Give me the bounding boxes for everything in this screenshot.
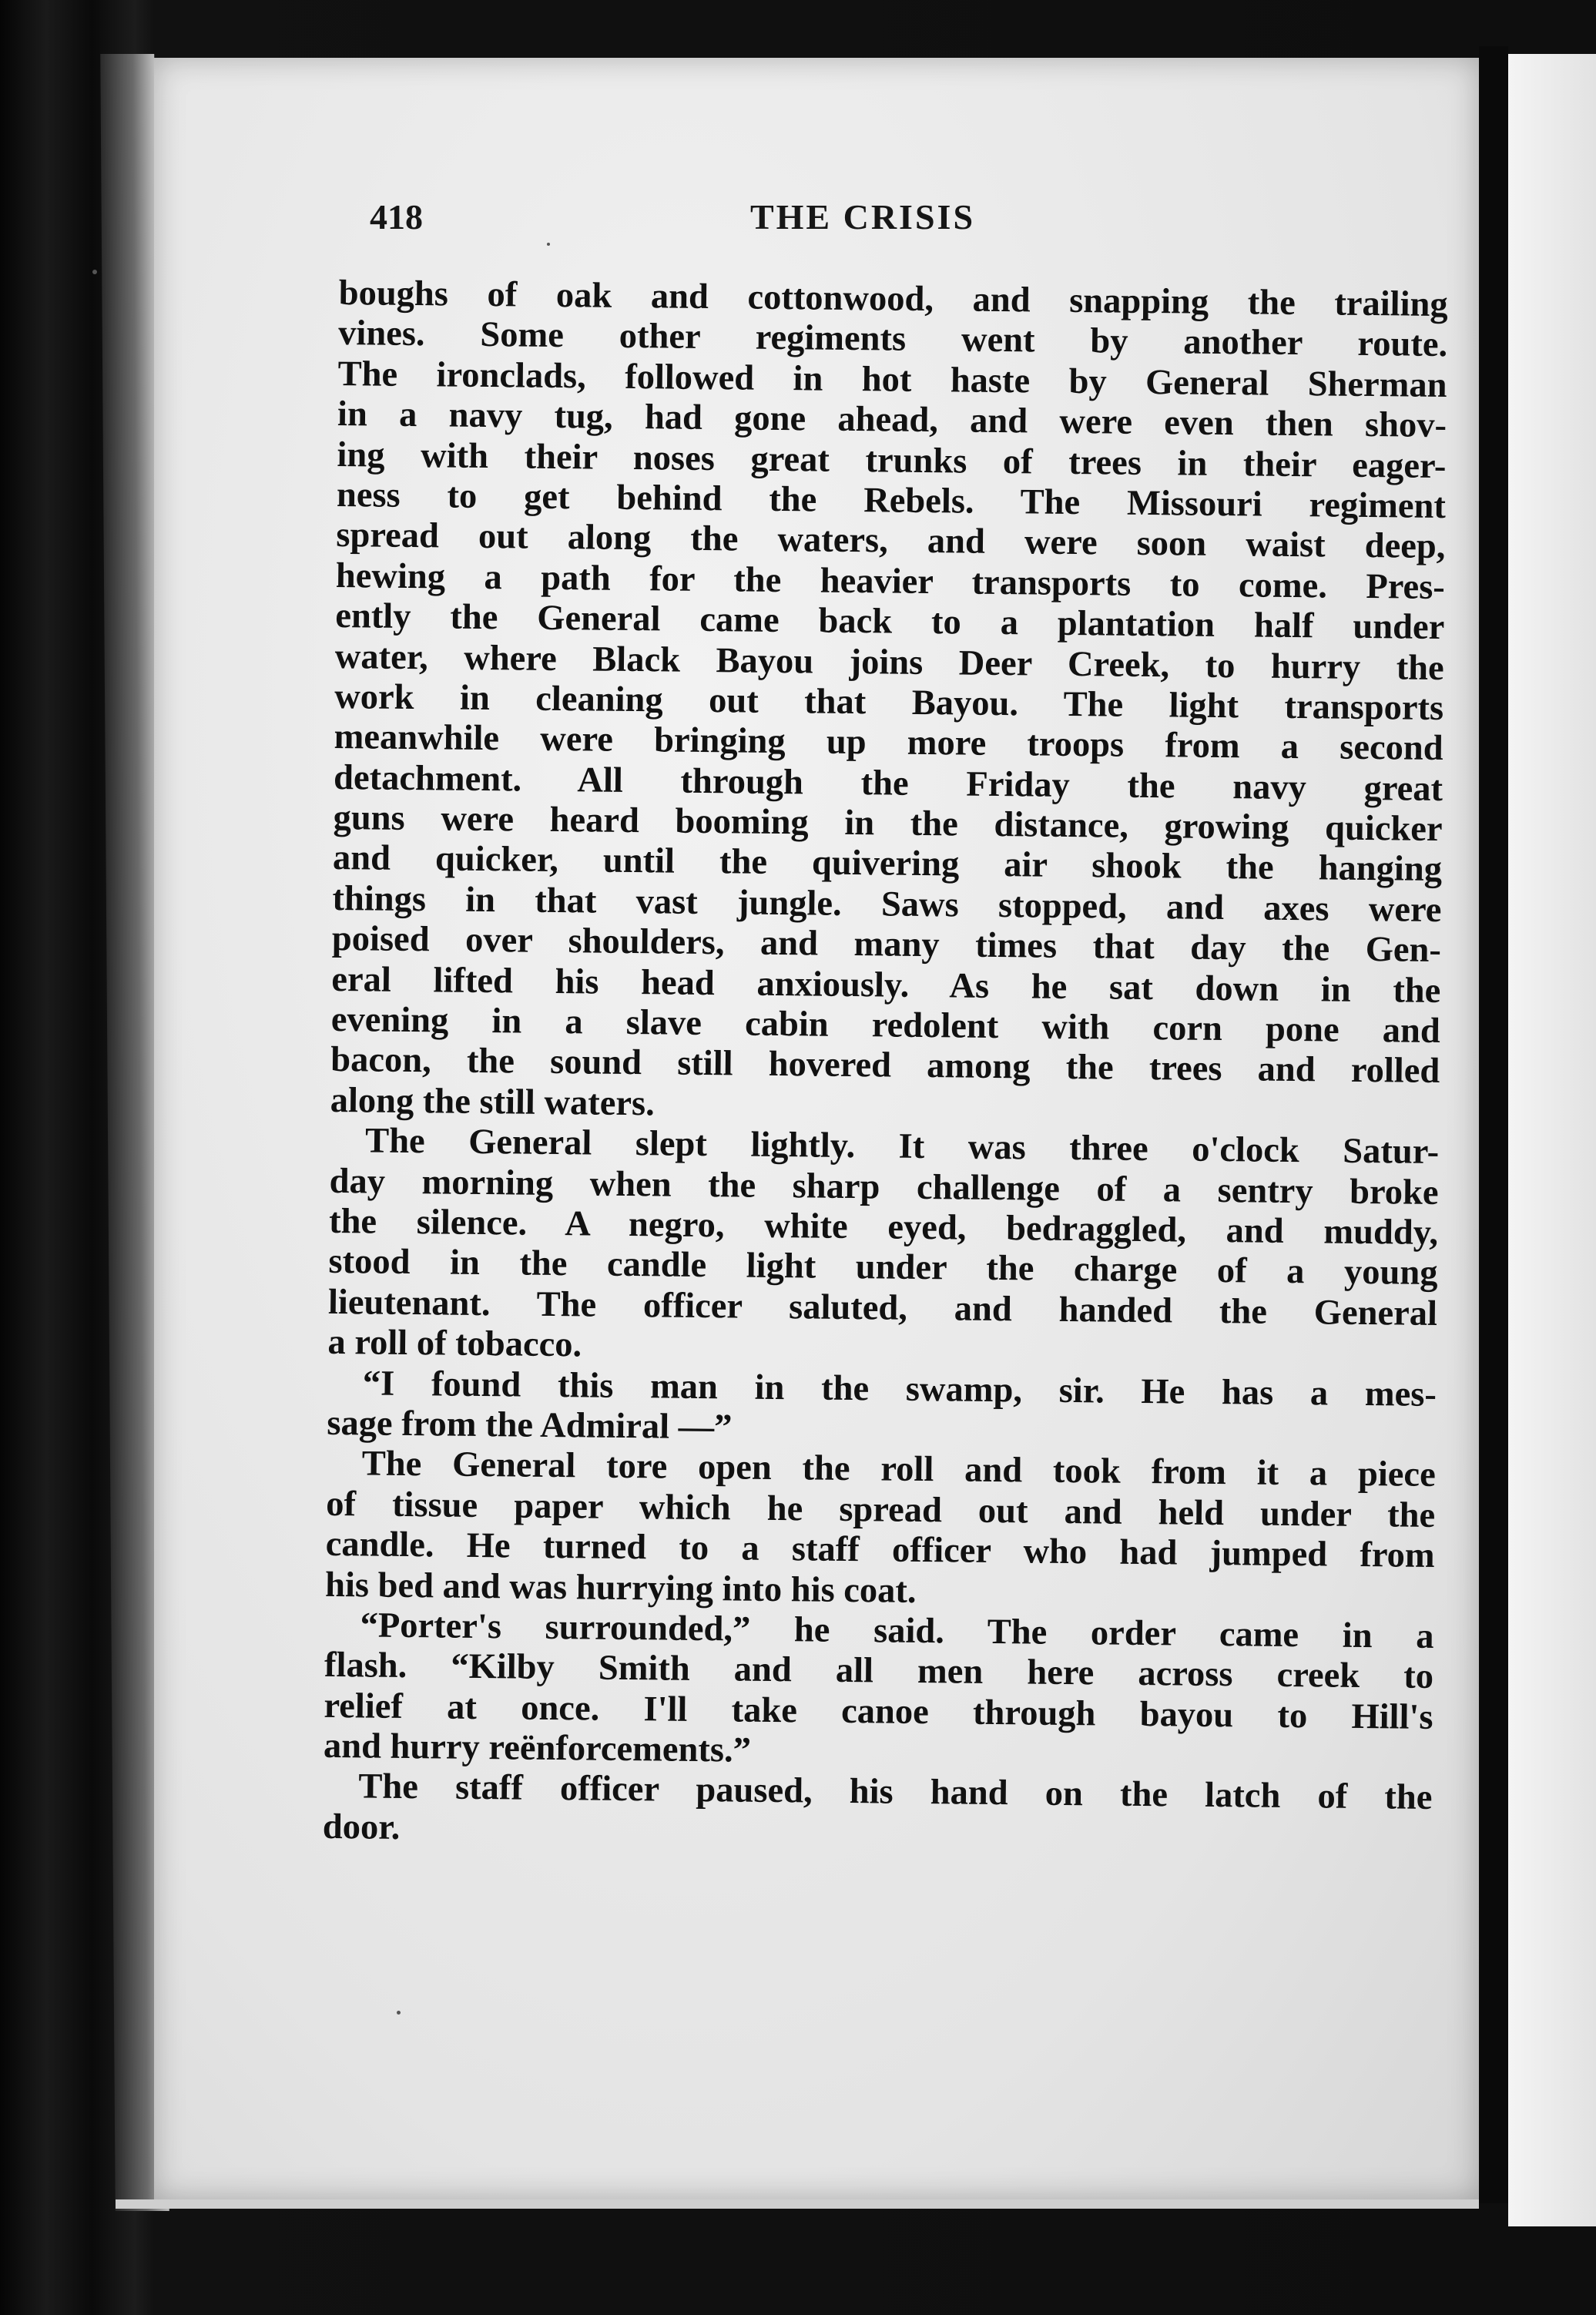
text-line: The ironclads, followed in hot haste by General Sherman	[337, 354, 1447, 405]
scan-speck	[92, 270, 97, 274]
text-line: flash. “Kilby Smith and all men here across creek to	[324, 1646, 1434, 1697]
text-line: a roll of tobacco.	[327, 1323, 582, 1365]
text-line: vines. Some other regiments went by another route.	[337, 314, 1448, 365]
text-line: candle. He turned to a staff officer who had jumped from	[325, 1525, 1435, 1576]
text-line: of tissue paper which he spread out and held under the	[326, 1484, 1436, 1535]
text-line: “Porter's surrounded,” he said. The order came in a	[360, 1605, 1434, 1656]
text-line: evening in a slave cabin redolent with corn pone and	[330, 999, 1441, 1052]
text-line: ently the General came back to a plantation half under	[335, 596, 1445, 648]
text-line: things in that vast jungle. Saws stopped, and axes were	[332, 878, 1442, 930]
text-line: meanwhile were bringing up more troops from a second	[334, 717, 1443, 769]
text-line: ness to get behind the Rebels. The Missouri regiment	[336, 475, 1447, 527]
text-line: The General tore open the roll and took from it a piece	[361, 1444, 1437, 1495]
text-line: poised over shoulders, and many times that day the Gen-	[331, 919, 1442, 971]
text-line: sage from the Admiral —”	[327, 1403, 733, 1448]
binding-gap	[1479, 46, 1508, 2203]
page-header	[370, 196, 1356, 250]
facing-page-edge	[1508, 54, 1596, 2226]
text-line: detachment. All through the Friday the navy great	[333, 757, 1443, 809]
page-bottom-edge	[116, 2199, 1479, 2209]
body-text	[323, 273, 1448, 1859]
page-number: 418	[370, 197, 423, 237]
text-line: and quicker, until the quivering air shook the hanging	[332, 838, 1443, 890]
scan-speck	[397, 2011, 401, 2015]
text-line: The staff officer paused, his hand on the latch of the	[358, 1766, 1433, 1818]
text-line: The General slept lightly. It was three o'clock Satur-	[364, 1121, 1440, 1173]
text-line: boughs of oak and cottonwood, and snapping the trailing	[338, 273, 1448, 325]
text-line: lieutenant. The officer saluted, and handed the General	[327, 1282, 1438, 1334]
running-head: THE CRISIS	[749, 197, 976, 237]
text-line: eral lifted his head anxiously. As he sat down in the	[331, 959, 1441, 1011]
text-line: his bed and was hurrying into his coat.	[324, 1565, 917, 1611]
text-line: hewing a path for the heavier transports to come. Pres-	[335, 555, 1446, 607]
text-line: bacon, the sound still hovered among the trees and rolled	[330, 1040, 1440, 1092]
text-line: and hurry reënforcements.”	[323, 1726, 752, 1770]
text-line: day morning when the sharp challenge of a sentry broke	[329, 1161, 1439, 1213]
text-line: guns were heard booming in the distance, growing quicker	[333, 798, 1443, 850]
text-line: the silence. A negro, white eyed, bedraggled, and muddy,	[328, 1201, 1439, 1253]
text-line: water, where Black Bayou joins Deer Creek, to hurry the	[334, 636, 1444, 688]
text-line: ing with their noses great trunks of trees in their eager-	[337, 434, 1447, 486]
text-line: door.	[322, 1807, 401, 1847]
text-line: along the still waters.	[330, 1080, 656, 1124]
text-line: “I found this man in the swamp, sir. He has a mes-	[362, 1363, 1437, 1414]
text-line: work in cleaning out that Bayou. The light transports	[334, 676, 1444, 728]
text-line: relief at once. I'll take canoe through bayou to Hill's	[324, 1686, 1433, 1737]
text-line: spread out along the waters, and were soon waist deep,	[336, 515, 1446, 567]
text-line: stood in the candle light under the charge of a young	[328, 1242, 1438, 1293]
text-line: in a navy tug, had gone ahead, and were even then shov-	[337, 394, 1447, 446]
